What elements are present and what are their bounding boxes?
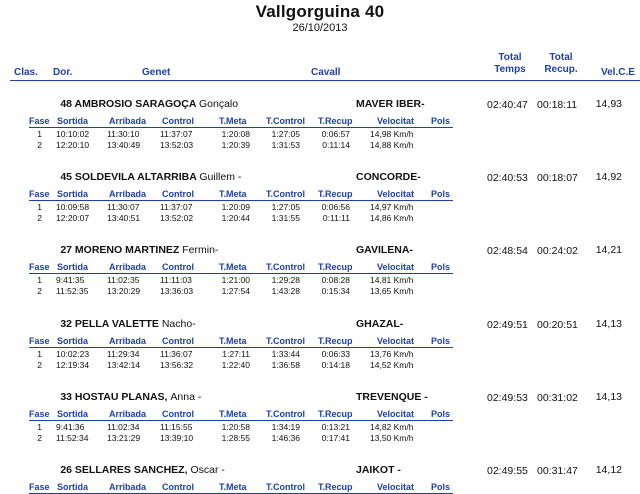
phase-control: 11:37:07 [160, 202, 193, 212]
phase-sortida: 12:20:10 [56, 140, 90, 150]
total-recup: 00:24:02 [537, 245, 578, 257]
subheader-tmeta: T.Meta [219, 409, 247, 419]
subheader-tmeta: T.Meta [219, 116, 247, 126]
total-recup: 00:31:47 [537, 465, 578, 477]
rider-surname: PELLA VALETTE [72, 318, 162, 330]
phase-trecup: 0:11:11 [322, 213, 350, 223]
phase-trecup: 0:06:56 [321, 202, 350, 212]
subheader-tmeta: T.Meta [219, 482, 247, 492]
phase-arribada: 13:40:49 [107, 140, 141, 150]
phase-arribada: 11:30:07 [107, 202, 140, 212]
phase-control: 13:56:32 [160, 360, 194, 370]
phase-sortida: 12:19:34 [56, 360, 90, 370]
subheader-velocitat: Velocitat [377, 336, 415, 346]
phase-trecup: 0:14:18 [321, 360, 350, 370]
subheader-tmeta: T.Meta [219, 336, 247, 346]
subheader-tcontrol: T.Control [266, 409, 305, 419]
phase-tmeta: 1:27:54 [221, 286, 250, 296]
phase-tmeta: 1:20:09 [221, 202, 250, 212]
phase-control: 11:15:55 [160, 422, 193, 432]
dorsal-number: 33 [60, 391, 72, 403]
phase-arribada: 13:40:51 [107, 213, 141, 223]
vel-ce: 14,21 [595, 244, 622, 256]
header-dor: Dor. [53, 67, 73, 78]
phase-arribada: 11:29:34 [107, 349, 140, 359]
phase-fase: 1 [37, 129, 42, 139]
phase-velocitat: 13,65 Km/h [370, 286, 414, 296]
phase-control: 13:52:03 [160, 140, 194, 150]
phase-tmeta: 1:20:44 [221, 213, 250, 223]
subheader-sortida: Sortida [57, 409, 89, 419]
vel-ce: 14,92 [595, 171, 622, 183]
subheader-tcontrol: T.Control [266, 189, 305, 199]
phase-tcontrol: 1:43:28 [271, 286, 300, 296]
rider-name: Nacho- [161, 318, 196, 330]
rider-name: Fermin- [182, 244, 219, 256]
total-recup: 00:18:11 [537, 99, 578, 111]
subheader-rule [29, 127, 453, 128]
horse-name: JAIKOT - [356, 464, 401, 476]
subheader-control: Control [162, 336, 194, 346]
rider [0, 464, 300, 476]
subheader-tcontrol: T.Control [266, 482, 305, 492]
subheader-velocitat: Velocitat [377, 189, 415, 199]
rider-surname: MORENO MARTINEZ [72, 244, 183, 256]
phase-fase: 2 [37, 433, 42, 443]
phase-tcontrol: 1:29:28 [271, 275, 300, 285]
phase-sortida: 9:41:36 [56, 422, 85, 432]
phase-tmeta: 1:22:40 [221, 360, 250, 370]
dorsal-number: 27 [60, 244, 72, 256]
phase-control: 13:39:10 [160, 433, 194, 443]
subheader-arribada: Arribada [109, 262, 147, 272]
total-temps: 02:48:54 [487, 245, 528, 257]
phase-fase: 2 [37, 360, 42, 370]
dorsal-number: 45 [60, 171, 72, 183]
header-genet: Genet [142, 67, 171, 78]
subheader-fase: Fase [29, 189, 50, 199]
subheader-sortida: Sortida [57, 189, 89, 199]
phase-velocitat: 13,76 Km/h [370, 349, 414, 359]
phase-control: 11:36:07 [160, 349, 193, 359]
total-temps: 02:49:55 [487, 465, 528, 477]
header-total-recup-1: Total [549, 52, 573, 63]
subheader-sortida: Sortida [57, 262, 89, 272]
subheader-arribada: Arribada [109, 336, 147, 346]
subheader-rule [29, 200, 453, 201]
vel-ce: 14,12 [595, 464, 622, 476]
phase-tcontrol: 1:31:55 [271, 213, 300, 223]
total-recup: 00:31:02 [537, 392, 578, 404]
rider [0, 391, 300, 403]
phase-sortida: 10:10:02 [56, 129, 90, 139]
rider [0, 171, 300, 183]
header-vel: Vel.C.E [601, 67, 635, 78]
phase-control: 11:11:03 [160, 275, 192, 285]
subheader-trecup: T.Recup [318, 116, 353, 126]
total-temps: 02:40:53 [487, 172, 528, 184]
phase-velocitat: 14,97 Km/h [370, 202, 414, 212]
dorsal-number: 32 [60, 318, 72, 330]
total-temps: 02:49:51 [487, 319, 528, 331]
subheader-tcontrol: T.Control [266, 116, 305, 126]
phase-arribada: 13:21:29 [107, 433, 141, 443]
phase-control: 11:37:07 [160, 129, 193, 139]
subheader-arribada: Arribada [109, 189, 147, 199]
subheader-control: Control [162, 262, 194, 272]
dorsal-number: 48 [60, 98, 72, 110]
phase-tmeta: 1:21:00 [221, 275, 250, 285]
subheader-tmeta: T.Meta [219, 262, 247, 272]
subheader-pols: Pols [431, 409, 451, 419]
phase-sortida: 10:09:58 [56, 202, 90, 212]
phase-trecup: 0:06:57 [321, 129, 350, 139]
phase-trecup: 0:15:34 [321, 286, 350, 296]
total-temps: 02:40:47 [487, 99, 528, 111]
phase-control: 13:52:02 [160, 213, 194, 223]
subheader-velocitat: Velocitat [377, 116, 415, 126]
phase-velocitat: 14,86 Km/h [370, 213, 414, 223]
phase-tcontrol: 1:46:36 [271, 433, 300, 443]
subheader-pols: Pols [431, 116, 451, 126]
phase-fase: 1 [37, 202, 42, 212]
subheader-pols: Pols [431, 336, 451, 346]
subheader-pols: Pols [431, 189, 451, 199]
total-recup: 00:18:07 [537, 172, 578, 184]
rider [0, 98, 300, 110]
subheader-fase: Fase [29, 409, 50, 419]
phase-sortida: 9:41:35 [56, 275, 85, 285]
phase-fase: 2 [37, 213, 42, 223]
phase-tcontrol: 1:31:53 [271, 140, 300, 150]
phase-trecup: 0:08:28 [321, 275, 350, 285]
phase-tmeta: 1:20:58 [221, 422, 250, 432]
rider-surname: SOLDEVILA ALTARRIBA [72, 171, 200, 183]
phase-sortida: 11:52:34 [56, 433, 89, 443]
subheader-fase: Fase [29, 482, 50, 492]
phase-fase: 1 [37, 275, 42, 285]
phase-fase: 1 [37, 422, 42, 432]
phase-arribada: 11:30:10 [107, 129, 140, 139]
subheader-sortida: Sortida [57, 116, 89, 126]
phase-tmeta: 1:28:55 [221, 433, 250, 443]
rider-surname: SELLARES SANCHEZ, [72, 464, 191, 476]
subheader-tcontrol: T.Control [266, 336, 305, 346]
phase-tmeta: 1:27:11 [222, 349, 250, 359]
phase-velocitat: 14,98 Km/h [370, 129, 414, 139]
phase-velocitat: 13,50 Km/h [370, 433, 414, 443]
rider-name: Oscar - [190, 464, 225, 476]
phase-tmeta: 1:20:08 [221, 129, 250, 139]
header-total-temps-2: Temps [494, 64, 526, 75]
event-date: 26/10/2013 [292, 22, 348, 34]
phase-tcontrol: 1:34:19 [271, 422, 300, 432]
subheader-velocitat: Velocitat [377, 262, 415, 272]
phase-trecup: 0:17:41 [321, 433, 350, 443]
horse-name: GAVILENA- [356, 244, 413, 256]
total-temps: 02:49:53 [487, 392, 528, 404]
page-title: Vallgorguina 40 [255, 2, 385, 21]
header-total-temps-1: Total [498, 52, 522, 63]
phase-velocitat: 14,88 Km/h [370, 140, 414, 150]
subheader-rule [29, 347, 453, 348]
phase-velocitat: 14,81 Km/h [370, 275, 414, 285]
subheader-rule [29, 273, 453, 274]
phase-tcontrol: 1:36:58 [271, 360, 300, 370]
subheader-control: Control [162, 189, 194, 199]
header-clas: Clas. [14, 67, 38, 78]
phase-tcontrol: 1:27:05 [271, 129, 300, 139]
dorsal-number: 26 [60, 464, 72, 476]
phase-arribada: 11:02:34 [107, 422, 140, 432]
subheader-arribada: Arribada [109, 409, 147, 419]
phase-tmeta: 1:20:39 [221, 140, 250, 150]
subheader-sortida: Sortida [57, 482, 89, 492]
header-total-recup-2: Recup. [544, 64, 578, 75]
rider [0, 244, 300, 256]
phase-sortida: 12:20:07 [56, 213, 90, 223]
subheader-control: Control [162, 409, 194, 419]
phase-velocitat: 14,52 Km/h [370, 360, 414, 370]
phase-fase: 2 [37, 286, 42, 296]
subheader-tcontrol: T.Control [266, 262, 305, 272]
phase-trecup: 0:06:33 [321, 349, 350, 359]
rider-surname: HOSTAU PLANAS, [72, 391, 171, 403]
total-recup: 00:20:51 [537, 319, 578, 331]
subheader-velocitat: Velocitat [377, 482, 415, 492]
phase-trecup: 0:11:14 [322, 140, 350, 150]
rider [0, 318, 300, 330]
vel-ce: 14,13 [595, 318, 622, 330]
phase-tcontrol: 1:27:05 [271, 202, 300, 212]
subheader-trecup: T.Recup [318, 336, 353, 346]
header-cavall: Cavall [311, 67, 341, 78]
vel-ce: 14,13 [595, 391, 622, 403]
subheader-fase: Fase [29, 262, 50, 272]
phase-sortida: 11:52:35 [56, 286, 89, 296]
horse-name: GHAZAL- [356, 318, 404, 330]
phase-fase: 1 [37, 349, 42, 359]
subheader-rule [29, 420, 453, 421]
horse-name: TREVENQUE - [356, 391, 428, 403]
subheader-control: Control [162, 482, 194, 492]
subheader-trecup: T.Recup [318, 189, 353, 199]
subheader-trecup: T.Recup [318, 409, 353, 419]
phase-tcontrol: 1:33:44 [271, 349, 300, 359]
vel-ce: 14,93 [595, 98, 622, 110]
phase-trecup: 0:13:21 [321, 422, 350, 432]
subheader-trecup: T.Recup [318, 262, 353, 272]
phase-fase: 2 [37, 140, 42, 150]
subheader-arribada: Arribada [109, 116, 147, 126]
subheader-trecup: T.Recup [318, 482, 353, 492]
subheader-control: Control [162, 116, 194, 126]
rider-surname: AMBROSIO SARAGOÇA [72, 98, 199, 110]
phase-sortida: 10:02:23 [56, 349, 90, 359]
phase-arribada: 11:02:35 [107, 275, 140, 285]
header-rule [10, 80, 640, 81]
rider-name: Anna - [170, 391, 202, 403]
horse-name: MAVER IBER- [356, 98, 425, 110]
phase-arribada: 13:20:29 [107, 286, 141, 296]
subheader-fase: Fase [29, 116, 50, 126]
rider-name: Guillem - [199, 171, 242, 183]
subheader-pols: Pols [431, 262, 451, 272]
phase-arribada: 13:42:14 [107, 360, 141, 370]
subheader-sortida: Sortida [57, 336, 89, 346]
rider-name: Gonçalo [198, 98, 239, 110]
horse-name: CONCORDE- [356, 171, 421, 183]
subheader-fase: Fase [29, 336, 50, 346]
phase-control: 13:36:03 [160, 286, 194, 296]
subheader-tmeta: T.Meta [219, 189, 247, 199]
subheader-pols: Pols [431, 482, 451, 492]
phase-velocitat: 14,82 Km/h [370, 422, 414, 432]
subheader-arribada: Arribada [109, 482, 147, 492]
subheader-velocitat: Velocitat [377, 409, 415, 419]
